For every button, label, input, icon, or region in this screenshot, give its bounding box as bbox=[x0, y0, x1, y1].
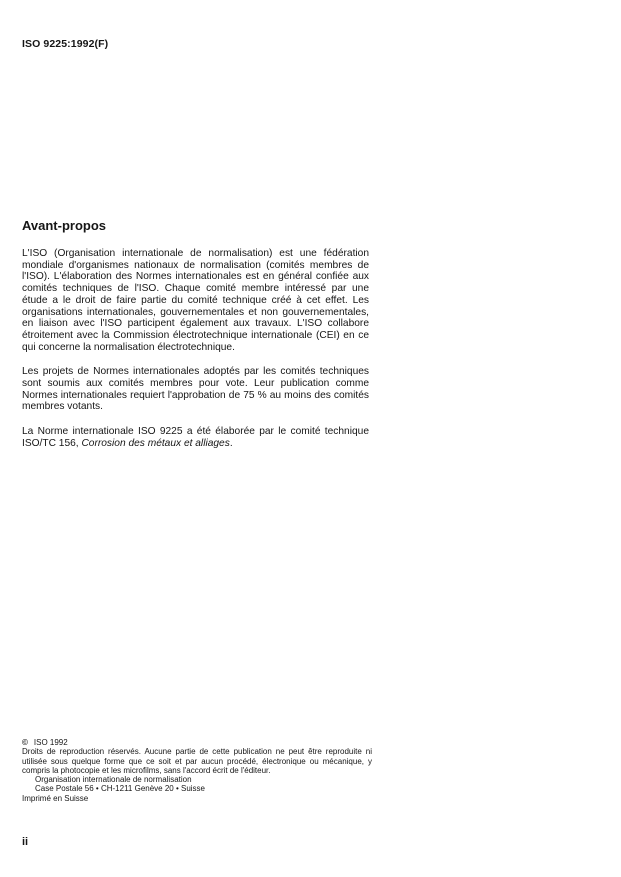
paragraph-iso-organisation: L'ISO (Organisation internationale de normalisation) est une fédération mondiale d'organismes nationaux de normalisation (comités membres de l'ISO). L'élaboration des Normes internationales est en général confiée aux comités techniques de l'ISO. Chaque comité membre intéressé par une étude a le droit de faire partie du comité technique créé à cet effet. Les organisations internationales, gouvernementales et non gouvernementales, en liaison avec l'ISO participent également aux travaux. L'ISO collabore étroitement avec la Commission électrotechnique internationale (CEI) en ce qui concerne la normalisation électrotechnique. bbox=[22, 248, 369, 353]
copyright-line bbox=[22, 738, 372, 747]
printed-location: Imprimé en Suisse bbox=[22, 793, 89, 803]
copyright-block bbox=[22, 738, 372, 803]
committee-title: Corrosion des métaux et alliages bbox=[81, 437, 230, 449]
page-number: ii bbox=[22, 836, 29, 848]
copyright-symbol: © bbox=[22, 738, 28, 747]
paragraph-committee bbox=[22, 426, 369, 449]
publisher-address: Case Postale 56 • CH-1211 Genève 20 • Suisse bbox=[35, 784, 205, 794]
committee-text: La Norme internationale ISO 9225 a été élaborée par le comité technique ISO/TC 156, bbox=[22, 426, 369, 449]
section-title: Avant-propos bbox=[22, 218, 107, 233]
copyright-notice: Droits de reproduction réservés. Aucune partie de cette publication ne peut être reproduite ni utilisée sous quelque forme que ce soit et par aucun procédé, électronique ou mécanique, y compris la photocopie et les microfilms, sans l'accord écrit de l'éditeur. bbox=[22, 747, 372, 775]
committee-suffix: . bbox=[229, 437, 233, 449]
foreword-body bbox=[22, 248, 369, 463]
publisher-name: Organisation internationale de normalisation bbox=[35, 775, 192, 785]
paragraph-voting: Les projets de Normes internationales adoptés par les comités techniques sont soumis aux comités membres pour vote. Leur publication comme Normes internationales requiert l'approbation de 75 % au moins des comités membres votants. bbox=[22, 366, 369, 413]
copyright-year: ISO 1992 bbox=[33, 738, 68, 747]
document-reference: ISO 9225:1992(F) bbox=[22, 38, 109, 50]
